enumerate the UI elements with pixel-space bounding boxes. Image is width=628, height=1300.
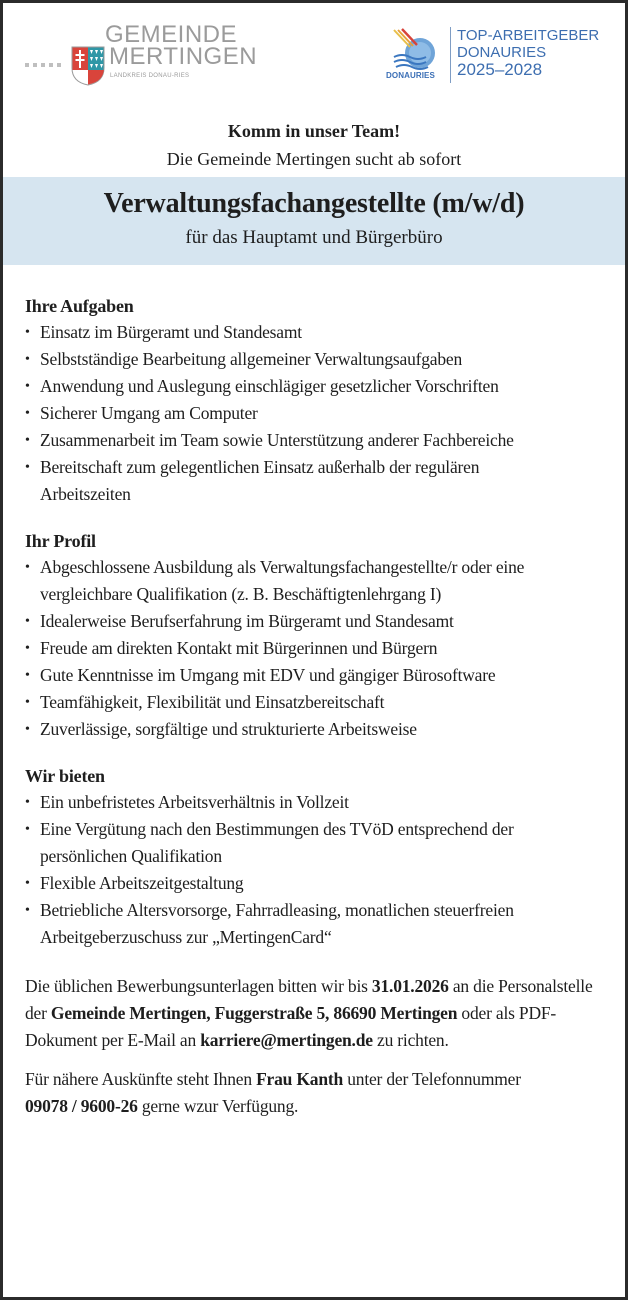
section-profil	[25, 530, 617, 743]
list-item: • Bereitschaft zum gelegentlichen Einsatz außerhalb der regulären Arbeitszeiten	[25, 454, 520, 508]
section-aufgaben	[25, 295, 617, 508]
list-item: • Teamfähigkeit, Flexibilität und Einsatzbereitschaft	[25, 689, 617, 716]
badge-text	[457, 27, 599, 78]
list-item: • Idealerweise Berufserfahrung im Bürgeramt und Standesamt	[25, 608, 617, 635]
logo-line-mertingen: MERTINGEN	[109, 43, 258, 70]
section-heading: Wir bieten	[25, 766, 105, 786]
logo-line-gemeinde: GEMEINDE	[105, 21, 238, 48]
gemeinde-mertingen-logo	[21, 21, 261, 87]
profile-list	[25, 554, 617, 743]
badge-line-2: DONAURIES	[457, 44, 547, 61]
list-item: • Betriebliche Altersvorsorge, Fahrradleasing, monatlichen steuerfreien Arbeitgeberzuschuss zur „MertingenCard“	[25, 897, 600, 951]
list-item: • Selbstständige Bearbeitung allgemeiner Verwaltungsaufgaben	[25, 346, 617, 373]
text: Die üblichen Bewerbungsunterlagen bitten wir bis	[25, 976, 372, 996]
text: zu richten.	[372, 1030, 449, 1050]
badge-years: 2025–2028	[457, 60, 543, 79]
task-list	[25, 319, 617, 508]
section-heading: Ihr Profil	[25, 531, 96, 551]
organization: Gemeinde Mertingen,	[50, 1003, 211, 1023]
list-item: • Gute Kenntnisse im Umgang mit EDV und gängiger Bürosoftware	[25, 662, 540, 689]
intro-sub: Die Gemeinde Mertingen sucht ab sofort	[166, 149, 462, 169]
intro-kicker: Komm in unser Team!	[227, 121, 401, 141]
list-item: • Ein unbefristetes Arbeitsverhältnis in Vollzeit	[25, 789, 617, 816]
job-title: Verwaltungsfachangestellte (m/w/d)	[103, 188, 525, 219]
phone-number[interactable]: 09078 / 9600-26	[25, 1096, 138, 1116]
email-link[interactable]: karriere@mertingen.de	[200, 1030, 373, 1050]
text: oder als PDF-Dokument per E-Mail an	[25, 1003, 557, 1050]
text: an die Personalstelle der	[25, 976, 593, 1023]
deadline: 31.01.2026	[371, 976, 449, 996]
logo-subline: LANDKREIS DONAU-RIES	[110, 73, 190, 79]
section-wir-bieten	[25, 765, 617, 951]
contact-person: Frau Kanth	[256, 1069, 344, 1089]
application-instructions	[25, 973, 617, 1054]
list-item: • Abgeschlossene Ausbildung als Verwaltungsfachangestellte/r oder eine vergleichbare Qualifikation (z. B. Beschäftigtenlehrgang I)	[25, 554, 540, 608]
content	[25, 295, 617, 1132]
donauries-wave-icon	[388, 27, 440, 71]
text: Für nähere Auskünfte steht Ihnen	[25, 1069, 257, 1089]
job-subtitle: für das Hauptamt und Bürgerbüro	[185, 227, 443, 248]
intro	[3, 119, 625, 171]
job-title-banner	[3, 177, 625, 265]
list-item: • Zusammenarbeit im Team sowie Unterstützung anderer Fachbereiche	[25, 427, 520, 454]
contact-info	[25, 1066, 565, 1120]
list-item: • Eine Vergütung nach den Bestimmungen des TVöD entsprechend der persönlichen Qualifikation	[25, 816, 540, 870]
list-item: • Zuverlässige, sorgfältige und strukturierte Arbeitsweise	[25, 716, 617, 743]
benefits-list	[25, 789, 617, 951]
coat-of-arms-icon	[71, 46, 105, 86]
badge-divider	[450, 27, 451, 83]
list-item: • Sicherer Umgang am Computer	[25, 400, 617, 427]
text: unter der Telefonnummer	[343, 1069, 521, 1089]
badge-line-1: TOP-ARBEITGEBER	[457, 27, 600, 44]
donauries-brand: DONAURIES	[386, 71, 435, 80]
list-item: • Flexible Arbeitszeitgestaltung	[25, 870, 617, 897]
list-item: • Freude am direkten Kontakt mit Bürgerinnen und Bürgern	[25, 635, 617, 662]
section-heading: Ihre Aufgaben	[25, 296, 134, 316]
list-item: • Anwendung und Auslegung einschlägiger gesetzlicher Vorschriften	[25, 373, 560, 400]
logo-dots	[25, 63, 61, 67]
text: gerne wzur Verfügung.	[137, 1096, 299, 1116]
list-item: • Einsatz im Bürgeramt und Standesamt	[25, 319, 617, 346]
address: Fuggerstraße 5, 86690 Mertingen	[214, 1003, 458, 1023]
top-arbeitgeber-badge	[386, 25, 616, 87]
